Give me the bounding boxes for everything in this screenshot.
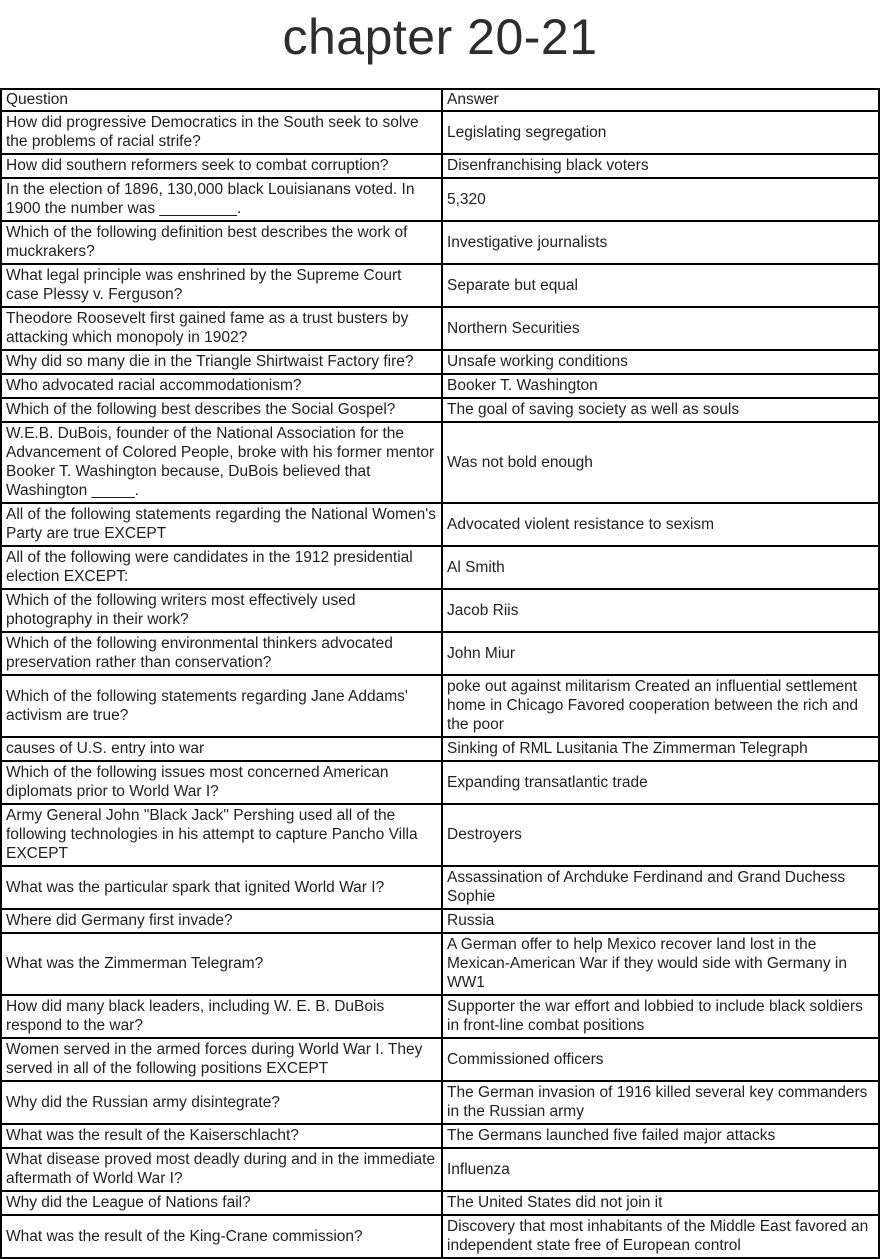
answer-cell: Investigative journalists	[442, 221, 879, 264]
table-row	[1, 221, 879, 264]
answer-cell: Influenza	[442, 1148, 879, 1191]
answer-cell: Discovery that most inhabitants of the Middle East favored an independent state free of European control	[442, 1215, 879, 1258]
table-row	[1, 866, 879, 909]
answer-cell: Jacob Riis	[442, 589, 879, 632]
question-cell: All of the following were candidates in the 1912 presidential election EXCEPT:	[1, 546, 442, 589]
answer-cell: The German invasion of 1916 killed several key commanders in the Russian army	[442, 1081, 879, 1124]
answer-cell: Expanding transatlantic trade	[442, 761, 879, 804]
answer-cell: A German offer to help Mexico recover land lost in the Mexican-American War if they would side with Germany in WW1	[442, 933, 879, 995]
table-row	[1, 1191, 879, 1215]
answer-cell: Booker T. Washington	[442, 374, 879, 398]
question-cell: What was the Zimmerman Telegram?	[1, 933, 442, 995]
table-row	[1, 1081, 879, 1124]
question-cell: Women served in the armed forces during World War I. They served in all of the following positions EXCEPT	[1, 1038, 442, 1081]
answer-cell: Russia	[442, 909, 879, 933]
table-row	[1, 307, 879, 350]
table-row	[1, 909, 879, 933]
question-cell: What was the result of the Kaiserschlacht?	[1, 1124, 442, 1148]
table-row	[1, 761, 879, 804]
question-cell: How did southern reformers seek to combat corruption?	[1, 154, 442, 178]
answer-cell: Al Smith	[442, 546, 879, 589]
question-cell: Theodore Roosevelt first gained fame as a trust busters by attacking which monopoly in 1902?	[1, 307, 442, 350]
table-row	[1, 737, 879, 761]
answer-cell: Disenfranchising black voters	[442, 154, 879, 178]
question-cell: Army General John "Black Jack" Pershing used all of the following technologies in his attempt to capture Pancho Villa EXCEPT	[1, 804, 442, 866]
answer-cell: poke out against militarism Created an influential settlement home in Chicago Favored cooperation between the rich and the poor	[442, 675, 879, 737]
page-title: chapter 20-21	[282, 9, 598, 65]
answer-cell: Separate but equal	[442, 264, 879, 307]
question-cell: Why did the Russian army disintegrate?	[1, 1081, 442, 1124]
table-row	[1, 154, 879, 178]
table-row	[1, 1215, 879, 1258]
table-row	[1, 374, 879, 398]
question-cell: W.E.B. DuBois, founder of the National Association for the Advancement of Colored People, broke with his former mentor Booker T. Washington because, DuBois believed that Washington _____.	[1, 422, 442, 503]
question-cell: Which of the following definition best describes the work of muckrakers?	[1, 221, 442, 264]
question-cell: How did many black leaders, including W. E. B. DuBois respond to the war?	[1, 995, 442, 1038]
question-cell: What legal principle was enshrined by the Supreme Court case Plessy v. Ferguson?	[1, 264, 442, 307]
qa-table	[0, 88, 880, 1259]
question-cell: Which of the following writers most effectively used photography in their work?	[1, 589, 442, 632]
answer-cell: Northern Securities	[442, 307, 879, 350]
answer-cell: Supporter the war effort and lobbied to include black soldiers in front-line combat positions	[442, 995, 879, 1038]
answer-cell: Destroyers	[442, 804, 879, 866]
question-cell: What disease proved most deadly during and in the immediate aftermath of World War I?	[1, 1148, 442, 1191]
question-cell: Which of the following best describes the Social Gospel?	[1, 398, 442, 422]
table-row	[1, 1124, 879, 1148]
table-row	[1, 589, 879, 632]
table-row	[1, 675, 879, 737]
table-row	[1, 422, 879, 503]
answer-cell: The United States did not join it	[442, 1191, 879, 1215]
table-row	[1, 933, 879, 995]
answer-cell: Commissioned officers	[442, 1038, 879, 1081]
table-row	[1, 632, 879, 675]
table-row	[1, 1038, 879, 1081]
question-cell: Why did the League of Nations fail?	[1, 1191, 442, 1215]
table-row	[1, 1148, 879, 1191]
question-cell: What was the result of the King-Crane commission?	[1, 1215, 442, 1258]
question-cell: causes of U.S. entry into war	[1, 737, 442, 761]
question-cell: How did progressive Democratics in the South seek to solve the problems of racial strife?	[1, 111, 442, 154]
question-cell: All of the following statements regarding the National Women's Party are true EXCEPT	[1, 503, 442, 546]
question-cell: Where did Germany first invade?	[1, 909, 442, 933]
question-cell: Who advocated racial accommodationism?	[1, 374, 442, 398]
answer-cell: John Miur	[442, 632, 879, 675]
question-cell: Why did so many die in the Triangle Shirtwaist Factory fire?	[1, 350, 442, 374]
table-row	[1, 111, 879, 154]
table-row	[1, 546, 879, 589]
table-row	[1, 350, 879, 374]
table-row	[1, 503, 879, 546]
table-body	[1, 111, 879, 1258]
answer-column-header: Answer	[442, 89, 879, 111]
answer-cell: Sinking of RML Lusitania The Zimmerman Telegraph	[442, 737, 879, 761]
answer-cell: 5,320	[442, 178, 879, 221]
table-header-row	[1, 89, 879, 111]
table-row	[1, 178, 879, 221]
question-cell: In the election of 1896, 130,000 black Louisianans voted. In 1900 the number was _________.	[1, 178, 442, 221]
question-cell: What was the particular spark that ignited World War I?	[1, 866, 442, 909]
table-row	[1, 995, 879, 1038]
table-row	[1, 398, 879, 422]
answer-cell: Was not bold enough	[442, 422, 879, 503]
question-cell: Which of the following issues most concerned American diplomats prior to World War I?	[1, 761, 442, 804]
question-column-header: Question	[1, 89, 442, 111]
question-cell: Which of the following environmental thinkers advocated preservation rather than conservation?	[1, 632, 442, 675]
answer-cell: The Germans launched five failed major attacks	[442, 1124, 879, 1148]
answer-cell: Advocated violent resistance to sexism	[442, 503, 879, 546]
answer-cell: The goal of saving society as well as souls	[442, 398, 879, 422]
question-cell: Which of the following statements regarding Jane Addams' activism are true?	[1, 675, 442, 737]
table-row	[1, 264, 879, 307]
answer-cell: Assassination of Archduke Ferdinand and Grand Duchess Sophie	[442, 866, 879, 909]
answer-cell: Legislating segregation	[442, 111, 879, 154]
table-row	[1, 804, 879, 866]
answer-cell: Unsafe working conditions	[442, 350, 879, 374]
